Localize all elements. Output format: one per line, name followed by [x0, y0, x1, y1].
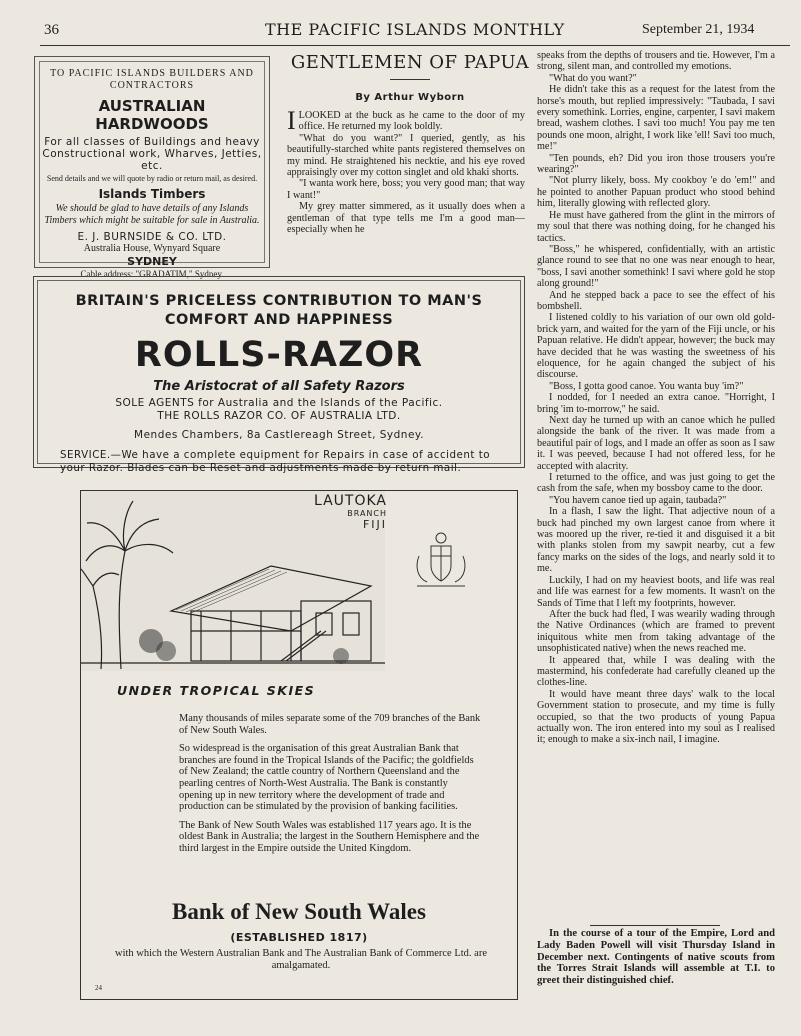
hardwoods-classes: For all classes of Buildings and heavy Constructional work, Wharves, Jetties, etc. [42, 136, 262, 172]
hardwoods-city: SYDNEY [127, 255, 177, 268]
issue-date: September 21, 1934 [642, 22, 755, 37]
article-paragraph: In a flash, I saw the light. That adjective noun of a buck had pinched my own largest canoe from where it was moored up the river, re-tied it and disguised it a bit with planks stolen from my sawpit nearby, cut a few fancy marks on the sides of the logs, and nearly sold it to me. [537, 506, 775, 575]
article-paragraph: I returned to the office, and was just going to get the cash from the safe, when my bossboy came to the door. [537, 472, 775, 495]
rolls-razor-ad [33, 276, 525, 474]
hardwoods-italic-text: We should be glad to have details of any Islands Timbers which might be suitable for sale in Australia. [44, 203, 260, 226]
article-paragraph: speaks from the depths of trousers and tie. However, I'm a strong, silent man, and controlled my emotions. [537, 50, 775, 73]
hardwoods-heading: AUSTRALIAN HARDWOODS [95, 97, 209, 133]
article-column-1 [287, 106, 525, 236]
article-column-2 [537, 50, 775, 746]
article-paragraph: After the buck had fled, I was wearily wading through the Native Ordinances (which are framed to prevent iniquitous white men from taking advantage of the unsophisticated native) when the news reached me. [537, 608, 775, 655]
article-paragraph: "Boss, I gotta good canoe. You wanta buy 'im?" [549, 380, 744, 392]
article-paragraph: "What do you want?" [549, 72, 637, 84]
rolls-headline: BRITAIN'S PRICELESS CONTRIBUTION TO MAN'S COMFORT AND HAPPINESS [75, 293, 483, 328]
article-paragraph: My grey matter simmered, as it usually does when a gentleman of that type tells me I'm a good man—especially when he [287, 201, 525, 236]
article-paragraph: It would have meant three days' walk to the local Government station to prosecute, and my time is fully occupied, so that the two products of young Papua actually won. The iron entered into my soul as I realised it; enough to make a six-inch nail, I imagine. [537, 688, 775, 746]
article-paragraph: He must have gathered from the glint in the mirrors of my soul that there was nothing doing, for he changed his tactics. [537, 209, 775, 244]
publication-title: THE PACIFIC ISLANDS MONTHLY [265, 20, 565, 39]
article-paragraph: And he stepped back a pace to see the effect of his bombshell. [537, 289, 775, 312]
hardwoods-top-line: TO PACIFIC ISLANDS BUILDERS AND CONTRACTORS [50, 68, 254, 91]
article-paragraph: "Ten pounds, eh? Did you iron those trousers you're wearing?" [537, 152, 775, 176]
bank-crest-emblem [401, 526, 481, 596]
bank-paragraph: The Bank of New South Wales was established 117 years ago. It is the oldest Bank in Australia; the largest in the Southern Hemisphere and the third largest in the Empire outside the United Kingdom. [179, 819, 480, 854]
article-paragraph: He didn't take this as a request for the latest from the horse's mouth, but replied impressively: "Taubada, I savi every somethink. Lorries, engine, carpenter, I savi makem bread, washem clothes. I savi too much! You pay me ten pounds one moon, alright, I work like 'ell! Savi too much, me!" [537, 84, 775, 153]
article-byline: By Arthur Wyborn [355, 92, 465, 103]
rolls-razor-name: ROLLS-RAZOR [134, 335, 424, 375]
rolls-agents: SOLE AGENTS for Australia and the Islands of the Pacific. THE ROLLS RAZOR CO. OF AUSTRALIA LTD. [115, 397, 443, 422]
bank-ad [80, 490, 518, 1000]
rolls-address: Mendes Chambers, 8a Castlereagh Street, Sydney. [134, 429, 424, 441]
bank-amalgamation: with which the Western Australian Bank and The Australian Bank of Commerce Ltd. are amalgamated. [114, 948, 487, 971]
article-paragraph: "Boss," he whispered, confidentially, with an artistic glance round to see that no one was near enough to hear, "boss, I savi another somethink! I savi where gold he stop along ground!" [537, 243, 775, 290]
bank-paragraph: Many thousands of miles separate some of the 709 branches of the Bank of New South Wales. [179, 713, 481, 736]
article-paragraph: "I wanta work here, boss; you very good man; that way I want!" [287, 178, 525, 201]
article-paragraph: "What do you want?" I queried, gently, as his beautifully-starched white pants registered themselves on my mind. He straightened his necktie, and his eye roved appraisingly over my cotton singlet and old khaki shorts. [287, 132, 525, 179]
article-paragraph: I listened coldly to his variation of our own old gold-brick yarn, and waited for the yarn of the Fiji uncle, or his Papuan relative. He didn't appear, however; the buck may have decided that he was wasting the sweetness of his eloquence, for he again changed the subject of his discourse. [537, 312, 775, 381]
drop-cap: I [287, 106, 296, 135]
article-paragraph: I nodded, for I needed an extra canoe. "Horright, I bring 'im to-morrow," he said. [537, 392, 775, 415]
header-rule [40, 45, 790, 46]
hardwoods-ad [34, 56, 270, 279]
islands-timbers-heading: Islands Timbers [98, 187, 206, 201]
article-paragraph: "You havem canoe tied up again, taubada?" [549, 494, 727, 506]
hardwoods-send: Send details and we will quote by radio or return mail, as desired. [46, 174, 258, 183]
ad-code: 24 [95, 984, 102, 992]
hardwoods-company: E. J. BURNSIDE & CO. LTD. [77, 231, 227, 243]
article-paragraph: "Not plurry likely, boss. My cookboy 'e do 'em!" and he pointed to another Papuan product who stood behind him, literally glowing with reflected glory. [537, 175, 775, 210]
hardwoods-cable: Cable address: "GRADATIM," Sydney. [80, 269, 224, 279]
article-paragraph: Luckily, I had on my heaviest boots, and life was real and life was earnest for a few moments. It wasn't on the Sands of Time that I left my footprints, however. [537, 574, 775, 609]
article-paragraph: It appeared that, while I was dealing with the mastermind, his confederate had carefully cleaned up the clothes-line. [537, 654, 775, 689]
article-paragraph: Next day he turned up with an canoe which he pulled alongside the bank of the river. It was made from a beautiful pair of logs, and I made an offer as soon as I saw it. I was peeved, because I had not offered less, for he accepted with alacrity. [537, 415, 776, 472]
bank-heading: UNDER TROPICAL SKIES [117, 683, 316, 698]
rolls-service: SERVICE.—We have a complete equipment for Repairs in case of accident to your Razor. Blades can be Reset and adjustments made by return mail. [60, 449, 491, 474]
bank-body-text [179, 713, 483, 862]
branch-label: LAUTOKA BRANCH FIJI [313, 493, 387, 531]
hardwoods-address: Australia House, Wynyard Square [83, 243, 221, 254]
article-paragraph: ILOOKED at the buck as he came to the door of my office. He returned my look boldly. [287, 106, 525, 135]
page-number: 36 [44, 22, 59, 38]
article-end-rule [590, 925, 720, 926]
bank-name: Bank of New South Wales [172, 899, 426, 924]
bank-paragraph: So widespread is the organisation of this great Australian Bank that branches are found in the Tropical Islands of the Pacific; the goldfields of New Zealand; the cattle country of Northern Queensland and the pearling centres of North-West Australia. The Bank is constantly opening up in new territory where the development of trade and production can be stimulated by the provision of banking facilities. [179, 743, 474, 813]
baden-powell-notice: In the course of a tour of the Empire, Lord and Lady Baden Powell will visit Thursday Island in December next. Contingents of native scouts from the Torres Strait Islands will assemble at T.I. to greet their distinguished chief. [537, 928, 775, 987]
article-title-rule [390, 79, 430, 80]
rolls-tagline: The Aristocrat of all Safety Razors [153, 379, 405, 394]
bank-established: (ESTABLISHED 1817) [230, 931, 368, 944]
article-title: GENTLEMEN OF PAPUA [290, 52, 530, 73]
page-header [0, 16, 801, 46]
